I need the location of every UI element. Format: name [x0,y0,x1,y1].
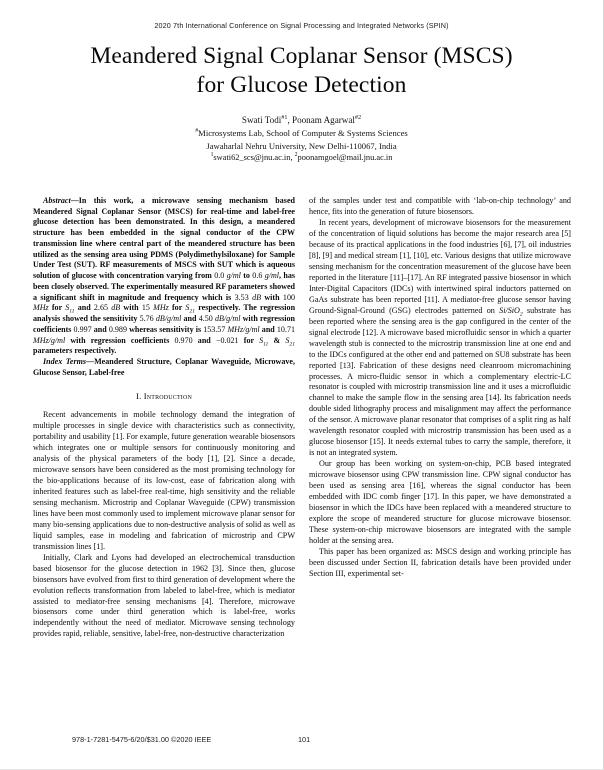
abstract-s21-1-sub: 21 [189,308,196,315]
abstract-unit-dbgml-1: dB/g/ml [155,314,182,324]
email-line [40,152,563,164]
abstract-value-06: 0.6 [252,271,263,281]
title-line-2: for Glucose Detection [196,71,407,98]
index-terms-text: Meandered Structure, Coplanar Waveguide, Microwave, Glucose Sensor, Label-free [33,357,295,377]
page-title [40,42,563,99]
abstract-unit-db-1: dB [252,292,262,302]
abstract-text-s: parameters respectively. [33,346,117,356]
index-terms-paragraph [33,357,295,378]
substrate-sisio2-sub: 2 [519,311,523,318]
isbn-copyright: 978-1-7281-5475-6/20/$31.00 ©2020 IEEE [72,735,212,744]
abstract-text-f: and [74,303,94,313]
abstract-text-c: , has been closely observed. The experimentally measured RF parameters showed a significant shift in magnitude and frequency which is [33,271,295,302]
abstract-value-0: 0.0 [214,271,225,281]
abstract-text-i: respectively. The regression analysis showed the sensitivity [33,303,296,324]
author-block [40,114,563,164]
abstract-s21-1: S [185,303,190,313]
affiliation-line [40,127,563,139]
abstract-value-100: 100 [282,292,295,302]
abstract-s11-1: S [65,303,70,313]
abstract-value-353: 3.53 [234,292,249,302]
email-2[interactable]: poonamgoel@mail.jnu.ac.in [297,153,393,163]
email-1-marker: 1 [210,152,214,159]
paragraph-intro-1: Recent advancements in mobile technology demand the integration of multiple processes in single device with characteristics such as connectivity, portability and usability [1]. For example, future generation wearable biosensors which integrates one or multiple sensors for continuously monitoring and analysis of the physical parameters of the body [1], [2]. Since a decade, microwave sensors have been considered as the most promising technology for the bio-applications because of its low-cost, ease of fabrication along with inherited features such as label-free real-time, high sensitivity and the reliable sensing mechanism. Microstrip and Coplanar Waveguide (CPW) transmission lines have been most commonly used to implement microwave planar sensor for many bio-sensing applications due to non-destructive analysis of solid as well as liquid samples, ease in modeling and fabrication of microstrip and CPW transmission lines [1]. [33,410,295,551]
paragraph-right-3: Our group has been working on system-on-chip, PCB based integrated microwave biosensor using CPW transmission line. CPW signal conductor has been used as sensing area [16], whereas the signal conductor has been embedded with IDC comb finger [17]. In this paper, we have demonstrated a biosensor in which the IDCs have been replaced with a meandered structure to explore the scope of meandered structure for glucose microwave biosensor. These system-on-chip microwave biosensors are integrated with the sample holder at the sensing area. [309,459,571,546]
paragraph-right-2-text-b: substrate has been reported where the sensing area is the gap configured in the center of the signal electrode [12]. A microwave based microfluidic sensor in which a quarter wavelength stub is connected to the microstrip transmission line at one end and to the IDCs configured at the other end and patterned on SU8 substrate has been reported [13]. Fabrication of these designs need cleanroom micromachining processes. A micro-fluidic sensor in which a complementary electric-LC resonator is coupled with microstrip transmission line and it uses a microfluidic channel to make the sample flow in the sensing area [14]. Its fabrication needs double sided lithography process and misalignment may affect the performance of the sensor. A microwave planar resonator that comprises of a split ring as half wavelength resonator coupled with microstrip transmission has been used as a glucose biosensor [15]. It needs external tubes to carry the sample, therefore, it is not an integrated system. [309,305,571,458]
substrate-sisio2: Si/SiO [499,305,520,315]
abstract-s11-1-sub: 11 [69,308,75,315]
abstract-text-b: to [240,271,253,281]
author-1-name: Swati Todi [241,115,282,125]
paragraph-right-2 [309,218,571,459]
abstract-text-k: with regression coefficients [33,314,295,334]
abstract-text-h: for [168,303,186,313]
author-2-marker: #2 [354,113,362,121]
right-column [309,196,571,730]
abstract-value-0997: 0.997 [73,324,92,334]
abstract-unit-mhz-2: MHz [153,303,169,313]
index-terms-dash: — [86,357,95,367]
abstract-text-m: whereas sensitivity is [126,324,204,334]
abstract-text-d: with [261,292,283,302]
abstract-text-p: and [192,335,216,345]
abstract-s11-2: S [259,335,264,345]
left-column [33,196,295,730]
email-1[interactable]: swati62_scs@jnu.ac.in, [213,153,295,163]
abstract-unit-mhzgml-1: MHz/g/ml [227,324,260,334]
title-line-1: Meandered Signal Coplanar Sensor (MSCS) [90,43,513,69]
abstract-dash: — [70,196,79,205]
author-1-marker: #1 [281,113,288,121]
abstract-value-0989: 0.989 [108,324,127,334]
abstract-text-e: for [48,303,66,313]
paragraph-right-4: This paper has been organized as: MSCS design and working principle has been discussed under Section II, fabrication details have been provided under Section III, experimental set- [309,547,571,578]
author-2-name: , Poonam Agarwal [287,115,355,125]
abstract-paragraph [33,196,295,357]
paragraph-right-1: of the samples under test and compatible with ‘lab-on-chip technology’ and hence, fits into the generation of future biosensors. [309,196,571,216]
abstract-s21-2: S [285,335,290,345]
abstract-value-576: 5.76 [139,314,154,324]
abstract-unit-gml-1: g/ml [226,271,241,281]
abstract-value-15: 15 [141,303,150,313]
affiliation-text: Microsystems Lab, School of Computer & Systems Sciences [198,128,408,139]
paragraph-intro-2: Initially, Clark and Lyons had developed an electrochemical transduction based biosensor for the glucose detection in 1962 [3]. Since then, glucose biosensors have evolved from first to third generation of development where the evolution reflects transformation from labeled to label-free, which is mediator assisted to mediator-free sensing mechanisms [4]. Therefore, microwave biosensors come under third generation which is label-free, works independently without the need of mediator. Microwave sensing technology provides rapid, reliable, sensitive, label-free, non-destructive characterization [33,552,295,639]
section-heading-introduction: I. Introduction [136,391,192,402]
abstract-unit-gml-2: g/ml [264,271,280,281]
abstract-value-1071: 10.71 [276,324,295,334]
abstract-text-r: & [268,335,286,345]
abstract-s11-2-sub: 11 [263,341,269,348]
two-column-body [33,196,571,730]
abstract-s21-2-sub: 21 [289,341,296,348]
abstract-unit-db-2: dB [111,303,121,313]
author-names [40,114,563,127]
abstract-value-m0021: −0.021 [215,335,239,345]
abstract-unit-dbgml-2: dB/g/ml [214,314,241,324]
email-2-marker: 2 [294,152,298,159]
abstract-text-l: and [91,324,109,334]
abstract-text-n: and [259,324,277,334]
abstract-text-o: with regression coefficients [65,335,175,345]
abstract-text-q: for [238,335,260,345]
index-terms-label: Index Terms [43,357,87,367]
abstract-label: Abstract [43,196,71,205]
abstract-value-450: 4.50 [198,314,213,324]
abstract-value-15357: 153.57 [203,324,226,334]
page-footer [0,735,603,747]
abstract-text-a: In this work, a microwave sensing mechanism based Meandered Signal Coplanar Sensor (MSCS) for real-time and label-free glucose detection has been demonstrated. In this design, a meandered structure has been embedded in the signal conductor of the CPW transmission line where central part of the meandered structure has been utilized as the sensing area using PDMS (Polydimethylsiloxane) for Sample Under Test (SUT). RF measurements of MSCS with SUT which is aqueous solution of glucose with concentration varying from [33,196,295,281]
abstract-unit-mhz-1: MHz [33,303,49,313]
abstract-value-265: 2.65 [93,303,108,313]
university-line: Jawaharlal Nehru University, New Delhi-110067, India [206,140,397,151]
paragraph-right-2-text-a: In recent years, development of microwave biosensors for the measurement of the concentration of liquid solutions has become the major research area [5] because of its practical applications in the food industries [6], [7], oil industries [8], [9] and medical stream [1], [10], etc. Various designs that utilize microwave sensing mechanism for the concentration measurement of the glucose have been reported in the literature [11]–[17]. An RF integrated passive biosensor in which Inter-Digital Capacitors (IDCs) with intertwined spiral inductors patterned on GaAs substrate has been reported [11]. A mediator-free glucose sensor having Ground-Signal-Ground (GSG) electrodes patterned on [309,217,571,315]
abstract-unit-mhzgml-2: MHz/g/ml [33,335,66,345]
conference-header: 2020 7th International Conference on Signal Processing and Integrated Networks (SPIN) [154,21,449,30]
abstract-text-g: with [120,303,142,313]
abstract-text-j: and [181,314,199,324]
page-number: 101 [298,735,311,744]
abstract-value-0970: 0.970 [174,335,193,345]
affiliation-marker: # [195,128,199,135]
